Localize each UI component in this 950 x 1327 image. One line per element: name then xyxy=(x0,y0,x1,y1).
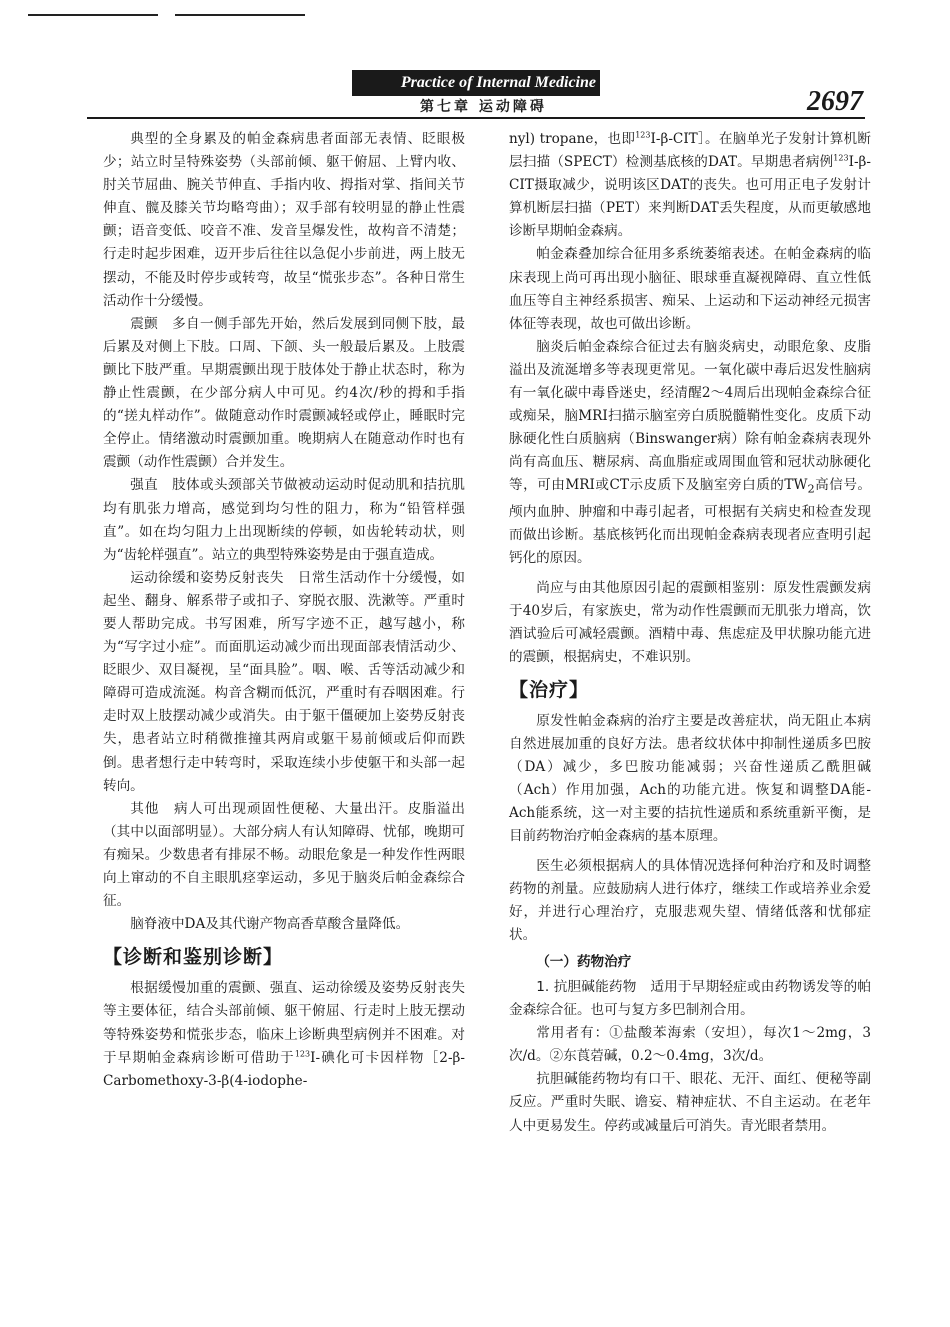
top-edge-line xyxy=(28,14,158,16)
superscript: 123 xyxy=(635,130,651,140)
paragraph-text: 适用于早期轻症或由药物诱发等的帕金森综合征。也可与复方多巴制剂合用。 xyxy=(509,979,872,1019)
paragraph-text: 脑炎后帕金森综合征过去有脑炎病史，动眼危象、皮脂溢出及流涎增多等表现更常见。一氧化碳中毒后迟发性脑病有一氧化碳中毒昏迷史，经清醒2～4周后出现帕金森综合征或痴呆，脑MRI扫描示脑室旁白质脱髓鞘性变化。皮质下动脉硬化性白质脑病（Binswanger病）除有帕金森病表现外尚有高血压、糖尿病、高血脂症或周围血管和冠状动脉硬化等，可由MRI或CT示皮质下及脑室旁白质的TW xyxy=(509,338,871,494)
paragraph: 尚应与由其他原因引起的震颤相鉴别：原发性震颤发病于40岁后，有家族史，常为动作性震颤而无肌张力增高，饮酒试验后可减轻震颤。酒精中毒、焦虑症及甲状腺功能亢进的震颤，根据病史，不难识别。 xyxy=(509,579,871,665)
paragraph-lead: 运动徐缓和姿势反射丧失 xyxy=(130,569,284,586)
top-edge-line xyxy=(175,14,305,16)
header-rule xyxy=(87,117,865,119)
superscript: 123 xyxy=(833,153,849,163)
paragraph xyxy=(103,567,465,798)
paragraph: 医生必须根据病人的具体情况选择何种治疗和及时调整药物的剂量。应鼓励病人进行体疗，继续工作或培养业余爱好，并进行心理治疗，克服悲观失望、情绪低落和忧郁症状。 xyxy=(509,857,871,943)
paragraph-text: 根据缓慢加重的震颤、强直、运动徐缓及姿势反射丧失等主要体征，结合头部前倾、躯干俯屈、行走时上肢无摆动等特殊姿势和慌张步态，临床上诊断典型病例并不困难。对于早期帕金森病诊断可借助于 xyxy=(103,980,465,1066)
paragraph-text: 高信号。颅内血肿、肿瘤和中毒引起者，可根据有关病史和检查发现而做出诊断。基底核钙化而出现帕金森病表现者应查明引起钙化的原因。 xyxy=(509,477,872,567)
paragraph xyxy=(103,977,465,1092)
paragraph-text: I-β-CIT］。在脑单光子发射计算机断层扫描（SPECT）检测基底核的DAT。早期患者病例 xyxy=(509,131,871,171)
journal-title: Practice of Internal Medicine xyxy=(400,74,596,91)
paragraph: 原发性帕金森病的治疗主要是改善症状，尚无阻止本病自然进展加重的良好方法。患者纹状体中抑制性递质多巴胺（DA）减少，多巴胺功能减弱；兴奋性递质乙酰胆碱（Ach）作用加强，Ach的功能亢进。恢复和调整DA能-Ach能系统，这一对主要的拮抗性递质和系统重新平衡，是目前药物治疗帕金森病的基本原理。 xyxy=(509,712,871,845)
right-column xyxy=(509,128,871,1138)
paragraph-lead: 1. 抗胆碱能药物 xyxy=(536,979,637,995)
paragraph-text: 肢体或头颈部关节做被动运动时促动肌和拮抗肌均有肌张力增高，感觉到均匀性的阻力，称为“铅管样强直”。如在均匀阻力上出现断续的停顿，如齿轮转动状，则为“齿轮样强直”。站立的典型特殊姿势是由于强直造成。 xyxy=(103,477,466,563)
paragraph-text: 多自一侧手部先开始，然后发展到同侧下肢，最后累及对侧上下肢。口周、下颌、头一般最后累及。上肢震颤比下肢严重。早期震颤出现于肢体处于静止状态时，称为静止性震颤，在少部分病人中可见。约4次/秒的拇和手指的“搓丸样动作”。做随意动作时震颤减轻或停止，睡眠时完全停止。情绪激动时震颤加重。晚期病人在随意动作时也有震颤（动作性震颤）合并发生。 xyxy=(103,315,466,471)
paragraph xyxy=(103,313,465,475)
subheading-drug-therapy: （一）药物治疗 xyxy=(536,953,632,970)
paragraph xyxy=(103,798,465,913)
paragraph xyxy=(103,474,465,566)
paragraph-lead: 震颤 xyxy=(130,315,159,332)
paragraph: 常用者有：①盐酸苯海索（安坦），每次1～2mg，3次/d。②东莨菪碱，0.2～0.4mg，3次/d。 xyxy=(509,1025,871,1065)
paragraph xyxy=(509,336,871,571)
paragraph: 抗胆碱能药物均有口干、眼花、无汗、面红、便秘等副反应。严重时失眠、谵妄、精神症状、不自主运动。在老年人中更易发生。停药或减量后可消失。青光眼者禁用。 xyxy=(509,1071,871,1134)
paragraph-lead: 强直 xyxy=(130,477,159,494)
left-column xyxy=(103,128,465,1093)
superscript: 123 xyxy=(294,1049,311,1059)
paragraph-text: 日常生活动作十分缓慢，如起坐、翻身、解系带子或扣子、穿脱衣服、洗漱等。严重时要人帮助完成。书写困难，所写字迹不正，越写越小，称为“写字过小症”。而面肌运动减少而出现面部表情活动少、眨眼少、双目凝视，呈“面具脸”。咽、喉、舌等活动减少和障碍可造成流涎。构音含糊而低沉，严重时有吞咽困难。行走时双上肢摆动减少或消失。由于躯干僵硬加上姿势反射丧失，患者站立时稍微推撞其两肩或躯干易前倾或后仰而跌倒。患者想行走中转弯时，采取连续小步使躯干和头部一起转向。 xyxy=(103,569,466,794)
section-heading-diagnosis: 【诊断和鉴别诊断】 xyxy=(103,946,284,969)
paragraph: 帕金森叠加综合征用多系统萎缩表述。在帕金森病的临床表现上尚可再出现小脑征、眼球垂直凝视障碍、直立性低血压等自主神经系损害、痴呆、上运动和下运动神经元损害体征等表现，故也可做出诊断。 xyxy=(509,246,871,332)
chapter-title: 第七章 运动障碍 xyxy=(420,99,547,115)
paragraph: 典型的全身累及的帕金森病患者面部无表情、眨眼极少；站立时呈特殊姿势（头部前倾、躯干俯屈、上臂内收、肘关节屈曲、腕关节伸直、手指内收、拇指对掌、指间关节伸直、髋及膝关节均略弯曲）；双手部有较明显的静止性震颤；语音变低、咬音不准、发音呈爆发性，故构音不清楚；行走时起步困难，迈开步后往往以急促小步前进，两上肢无摆动，不能及时停步或转弯，故呈“慌张步态”。各种日常生活动作十分缓慢。 xyxy=(103,131,465,309)
paragraph-text: nyl) tropane，也即 xyxy=(509,131,636,147)
section-heading-treatment: 【治疗】 xyxy=(509,678,590,701)
paragraph-text: I-碘化可卡因样物［2-β-Carbomethoxy-3-β(4-iodophe- xyxy=(103,1049,465,1089)
paragraph-text: 病人可出现顽固性便秘、大量出汗。皮脂溢出（其中以面部明显）。大部分病人有认知障碍、忧郁，晚期可有痴呆。少数患者有排尿不畅。动眼危象是一种发作性两眼向上窜动的不自主眼肌痉挛运动，多见于脑炎后帕金森综合征。 xyxy=(103,800,466,910)
paragraph: 脑脊液中DA及其代谢产物高香草酸含量降低。 xyxy=(130,916,410,933)
paragraph-text: I-β-CIT摄取减少，说明该区DAT的丧失。也可用正电子发射计算机断层扫描（PET）来判断DAT丢失程度，从而更敏感地诊断早期帕金森病。 xyxy=(509,154,871,240)
paragraph xyxy=(509,128,871,243)
paragraph xyxy=(509,976,871,1022)
paragraph-lead: 其他 xyxy=(130,800,160,817)
subscript: 2 xyxy=(807,482,815,497)
page-number: 2697 xyxy=(807,86,863,117)
